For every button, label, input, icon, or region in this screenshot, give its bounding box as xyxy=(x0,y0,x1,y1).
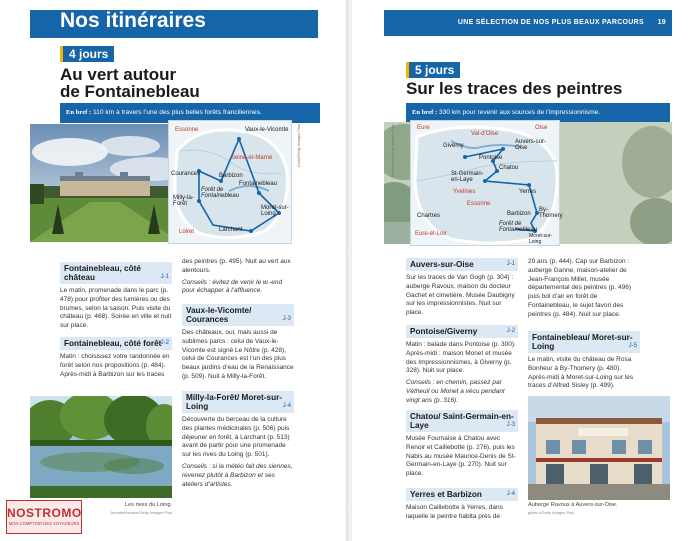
day-heading xyxy=(528,331,640,353)
brief-label: En bref : xyxy=(412,109,438,116)
advice-text: Conseils : en chemin, passez par Vétheuil ou Monet a vécu pendant vingt ans (p. 316). xyxy=(406,379,505,404)
advice-text: Conseils : si la météo fait des siennes, revenez plutôt à Barbizon et ses ateliers d’artistes. xyxy=(182,462,293,488)
day-text: Matin : choisissez votre randonnée en forêt selon nos propositions (p. 484). Après-midi à Barbizon sur les traces xyxy=(60,353,170,378)
running-header-text: UNE SÉLECTION DE NOS PLUS BEAUX PARCOURS xyxy=(457,19,644,26)
day-code: J-3 xyxy=(282,316,291,322)
map-label: Milly-la-Forêt xyxy=(173,195,194,207)
itinerary-title-line1: Au vert autour xyxy=(60,65,177,84)
day-heading xyxy=(60,337,172,350)
day-text: Maison Caillebotte à Yerres, dans laquelle le peintre habita près de xyxy=(406,504,503,520)
loing-photo xyxy=(30,396,172,498)
map-label: Courances xyxy=(171,171,201,177)
map-label: Forêt de Fontainebleau xyxy=(201,187,240,199)
day-title: Pontoise/Giverny xyxy=(410,327,478,336)
page-title: Nos itinéraires xyxy=(60,9,206,32)
continued-text xyxy=(528,258,640,320)
day-section xyxy=(406,325,518,406)
map-label: Yerres xyxy=(519,189,537,195)
day-code: J-2 xyxy=(160,340,169,346)
page-number: 19 xyxy=(657,19,666,26)
day-title: Fontainebleau, côté château xyxy=(64,264,141,282)
map-label: St-Germain-en-Laye xyxy=(451,171,484,183)
day-text: Découverte du berceau de la culture des plantes médicinales (p. 506) puis déjeuner en forêt, à Larchant (p. 513) avant de partir pour une promenade sur les rives du Loing (p. 501). xyxy=(182,416,290,459)
day-title: Chatou/ Saint-Germain-en-Laye xyxy=(410,412,514,430)
duration-badge: 4 jours xyxy=(60,46,114,62)
map-label: Barbizon xyxy=(219,173,243,179)
photo-caption xyxy=(528,502,670,516)
map-label: Eure xyxy=(417,125,430,131)
day-title: Milly-la-Forêt/ Moret-sur-Loing xyxy=(186,393,282,411)
day-heading xyxy=(182,304,294,326)
day-title: Fontainebleau, côté forêt xyxy=(64,339,162,348)
caption-text: Les rives du Loing. xyxy=(125,502,172,508)
day-heading xyxy=(60,262,172,284)
map-label: Essonne xyxy=(467,201,491,207)
advice-text: Conseils : évitez de venir le w.-end pour échapper à l’affluence. xyxy=(182,278,283,295)
map-label: Oise xyxy=(535,125,548,131)
map-label: Seine-et-Marne xyxy=(231,155,273,161)
day-section xyxy=(60,262,172,331)
day-section xyxy=(406,258,518,318)
day-section xyxy=(182,304,294,382)
brief-text: 330 km pour revenir aux sources de l’impressionnisme. xyxy=(437,109,601,116)
day-section xyxy=(406,488,518,522)
right-page xyxy=(352,0,700,541)
itinerary-title: Sur les traces des peintres xyxy=(406,79,623,98)
nostromo-logo xyxy=(6,500,82,534)
map-label: Larchant xyxy=(219,227,243,233)
map-label: Pontoise xyxy=(479,155,503,161)
map-label: Eure-et-Loir xyxy=(415,231,447,237)
section-title-band xyxy=(30,10,318,38)
day-text: 20 ans (p. 444). Cap sur Barbizon : auberge Ganne, maison-atelier de Jean-François Millet, musée départemental des peintres (p. 496) puis bol d’air en forêt de Fontainebleau, le sujet favori des peintres (p. 484). Nuit sur place. xyxy=(528,258,631,318)
day-text: Le matin, promenade dans le parc (p. 478) pour profiter des lumières ou des brumes, selon la saison. Puis visite du château (p. 468). Soirée en ville et nuit sur place. xyxy=(60,287,172,330)
brief-label: En bref : xyxy=(66,109,92,116)
day-text: Musée Fournaise à Chatou avec Renoir et Caillebotte (p. 276), puis les Nabis au musée Maurice-Denis de St-Germain-en-Laye (p. 270). Nuit sur place. xyxy=(406,435,516,478)
day-heading xyxy=(182,391,294,413)
left-page xyxy=(0,0,348,541)
day-code: J-2 xyxy=(506,328,515,334)
map-label: Chartres xyxy=(417,213,441,219)
itinerary-map xyxy=(410,120,563,246)
itinerary-map xyxy=(168,120,292,244)
map-label: Giverny xyxy=(443,143,464,149)
map-label: Forêt de Fontainebleau xyxy=(499,221,538,233)
day-text: Matin : balade dans Pontoise (p. 300). Après-midi : maison Monet et musée des Impressionnismes, à Giverny (p. 328). Nuit sur place. xyxy=(406,341,516,375)
map-label: Loiret xyxy=(179,229,195,235)
day-section xyxy=(60,337,172,379)
map-label: Val-d’Oise xyxy=(471,131,499,137)
day-code: J-1 xyxy=(160,274,169,280)
day-section xyxy=(406,410,518,479)
caption-text: Auberge Ravoux à Auvers-sur-Oise. xyxy=(528,502,618,508)
day-heading xyxy=(406,488,518,501)
day-title: Yerres et Barbizon xyxy=(410,490,482,499)
map-label: Moret-sur-Loing xyxy=(529,233,553,245)
day-title: Vaux-le-Vicomte/ Courances xyxy=(186,306,252,324)
caption-credit: JenniferHansen/Getty Images Plus xyxy=(110,510,172,515)
auberge-photo xyxy=(528,396,670,500)
day-text: Le matin, visite du château de Rosa Bonheur à By-Thomery (p. 480). Après-midi à Moret-sur-Loing sur les traces d’Alfred Sisley (p. 499). xyxy=(528,356,634,390)
day-text: Des châteaux, oui, mais aussi de sublimes parcs : celui de Vaux-le-Vicomte est signé Le Nôtre (p. 428), celui de Courances est l’un des plus beaux jardins d’eau de la Renaissance (p. 509). Nuit à Milly-la-Forêt. xyxy=(182,329,294,380)
day-section xyxy=(528,331,640,391)
brief-text: 110 km à travers l’une des plus belles forêts franciliennes. xyxy=(91,109,262,116)
duration-badge: 5 jours xyxy=(406,62,460,78)
map-label: Yvelines xyxy=(453,189,476,195)
map-label: Moret-sur-Loing xyxy=(261,205,289,217)
logo-text: NOSTROMO xyxy=(7,506,82,520)
day-heading xyxy=(406,325,518,338)
day-code: J-4 xyxy=(282,403,291,409)
chateau-photo xyxy=(30,124,180,242)
day-text: Sur les traces de Van Gogh (p. 304) : auberge Ravoux, maison du docteur Gachet et cimetière. Musée Daubigny sur les impressionnistes. Nuit sur place. xyxy=(406,274,515,317)
running-header xyxy=(384,10,672,36)
map-label: Essonne xyxy=(175,127,199,133)
photo-credit: Carla/Getty Images Plus xyxy=(296,124,301,168)
day-code: J-1 xyxy=(506,261,515,267)
photo-credit: Bkmonster/Getty Images Plus xyxy=(390,124,395,177)
map-label: Fontainebleau xyxy=(239,181,278,187)
map-label: Barbizon xyxy=(507,211,531,217)
day-code: J-3 xyxy=(506,422,515,428)
day-code: J-5 xyxy=(628,343,637,349)
day-title: Fontainebleau/ Moret-sur-Loing xyxy=(532,333,633,351)
itinerary-title xyxy=(60,66,200,100)
map-label: Auvers-sur-Oise xyxy=(515,139,547,151)
map-label: Vaux-le-Vicomte xyxy=(245,127,289,133)
day-heading xyxy=(406,410,518,432)
caption-credit: gilles-v/Getty Images Plus xyxy=(528,510,575,515)
photo-caption xyxy=(100,502,172,516)
day-section xyxy=(182,391,294,489)
logo-subtext: MON COMPTOIR DES VOYAGEURS xyxy=(8,521,80,526)
itinerary-title-line2: de Fontainebleau xyxy=(60,82,200,101)
continued-text xyxy=(182,258,294,296)
map-label: By-Thomery xyxy=(539,207,563,219)
map-label: Chatou xyxy=(499,165,519,171)
day-heading xyxy=(406,258,518,271)
day-text: des peintres (p. 495). Nuit au vert aux alentours. xyxy=(182,258,291,274)
day-title: Auvers-sur-Oise xyxy=(410,260,474,269)
day-code: J-4 xyxy=(506,491,515,497)
